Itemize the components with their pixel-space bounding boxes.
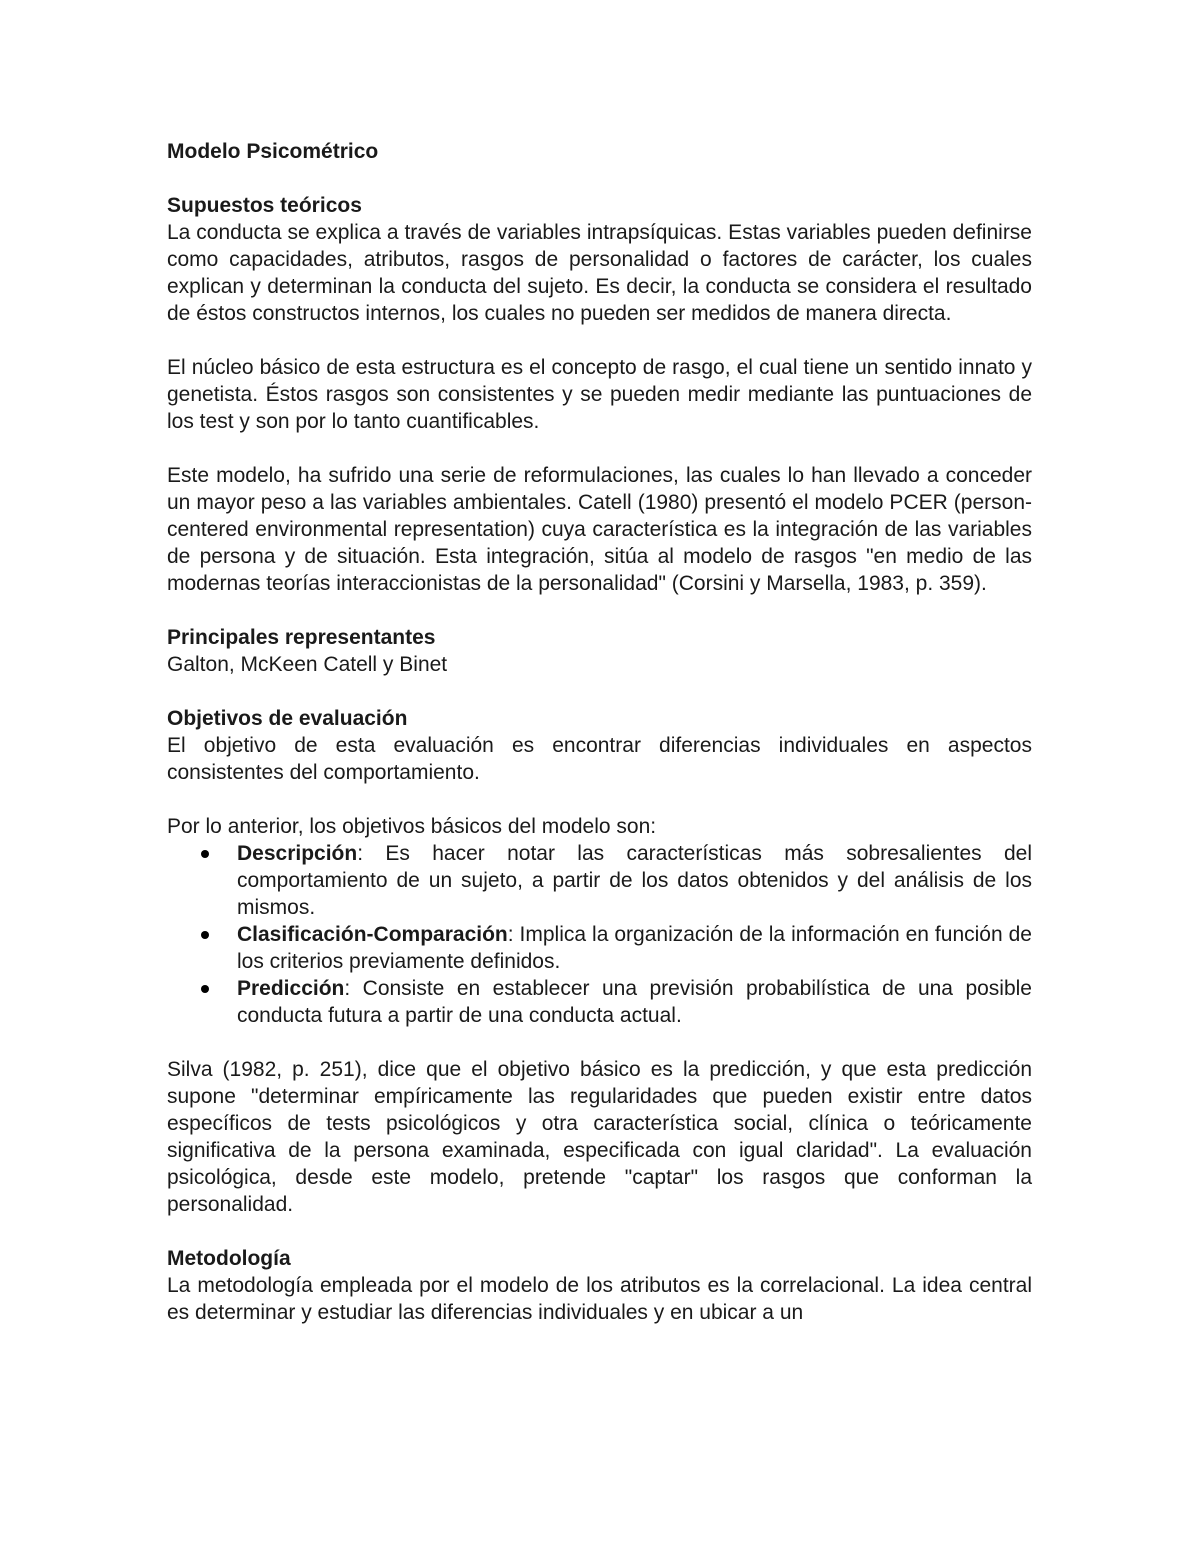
list-item-term: Clasificación-Comparación [237, 923, 508, 946]
spacer [167, 786, 1032, 813]
spacer [167, 165, 1032, 192]
spacer [167, 327, 1032, 354]
spacer [167, 1218, 1032, 1245]
list-item-text: : Implica la organización de la información en función de los criterios previamente definidos. [237, 923, 1032, 973]
bullet-icon [201, 931, 209, 939]
bullet-icon [201, 850, 209, 858]
list-item [167, 840, 1032, 921]
document-title: Modelo Psicométrico [167, 140, 379, 163]
list-item-term: Predicción [237, 977, 345, 1000]
paragraph-objetivos-2: Silva (1982, p. 251), dice que el objetivo básico es la predicción, y que esta predicción supone "determinar empíricamente las regularidades que pueden existir entre datos específicos de tests psicológicos y otra característica social, clínica o teóricamente significativa de la persona examinada, especificada con igual claridad". La evaluación psicológica, desde este modelo, pretende "captar" los rasgos que conforman la personalidad. [167, 1058, 1032, 1216]
document-page [167, 138, 1032, 1326]
heading-objetivos: Objetivos de evaluación [167, 707, 408, 730]
list-item [167, 921, 1032, 975]
spacer [167, 435, 1032, 462]
paragraph-objetivos-1: El objetivo de esta evaluación es encontrar diferencias individuales en aspectos consistentes del comportamiento. [167, 734, 1032, 784]
list-item-text: : Consiste en establecer una previsión probabilística de una posible conducta futura a partir de una conducta actual. [237, 977, 1032, 1027]
paragraph-supuestos-2: El núcleo básico de esta estructura es el concepto de rasgo, el cual tiene un sentido innato y genetista. Éstos rasgos son consistentes y se pueden medir mediante las puntuaciones de los test y son por lo tanto cuantificables. [167, 356, 1032, 433]
list-item-text: : Es hacer notar las características más sobresalientes del comportamiento de un sujeto, a partir de los datos obtenidos y del análisis de los mismos. [237, 842, 1032, 919]
heading-metodologia: Metodología [167, 1247, 291, 1270]
paragraph-metodologia-1: La metodología empleada por el modelo de los atributos es la correlacional. La idea central es determinar y estudiar las diferencias individuales y en ubicar a un [167, 1274, 1032, 1324]
paragraph-objetivos-intro: Por lo anterior, los objetivos básicos del modelo son: [167, 815, 657, 838]
objectives-list [167, 840, 1032, 1029]
list-item [167, 975, 1032, 1029]
spacer [167, 678, 1032, 705]
heading-representantes: Principales representantes [167, 626, 436, 649]
spacer [167, 597, 1032, 624]
paragraph-representantes: Galton, McKeen Catell y Binet [167, 653, 448, 676]
paragraph-supuestos-1: La conducta se explica a través de variables intrapsíquicas. Estas variables pueden definirse como capacidades, atributos, rasgos de personalidad o factores de carácter, los cuales explican y determinan la conducta del sujeto. Es decir, la conducta se considera el resultado de éstos constructos internos, los cuales no pueden ser medidos de manera directa. [167, 221, 1032, 325]
list-item-term: Descripción [237, 842, 358, 865]
heading-supuestos: Supuestos teóricos [167, 194, 362, 217]
bullet-icon [201, 985, 209, 993]
spacer [167, 1029, 1032, 1056]
paragraph-supuestos-3: Este modelo, ha sufrido una serie de reformulaciones, las cuales lo han llevado a conceder un mayor peso a las variables ambientales. Catell (1980) presentó el modelo PCER (person-centered environmental representation) cuya característica es la integración de las variables de persona y de situación. Esta integración, sitúa al modelo de rasgos "en medio de las modernas teorías interaccionistas de la personalidad" (Corsini y Marsella, 1983, p. 359). [167, 464, 1032, 595]
